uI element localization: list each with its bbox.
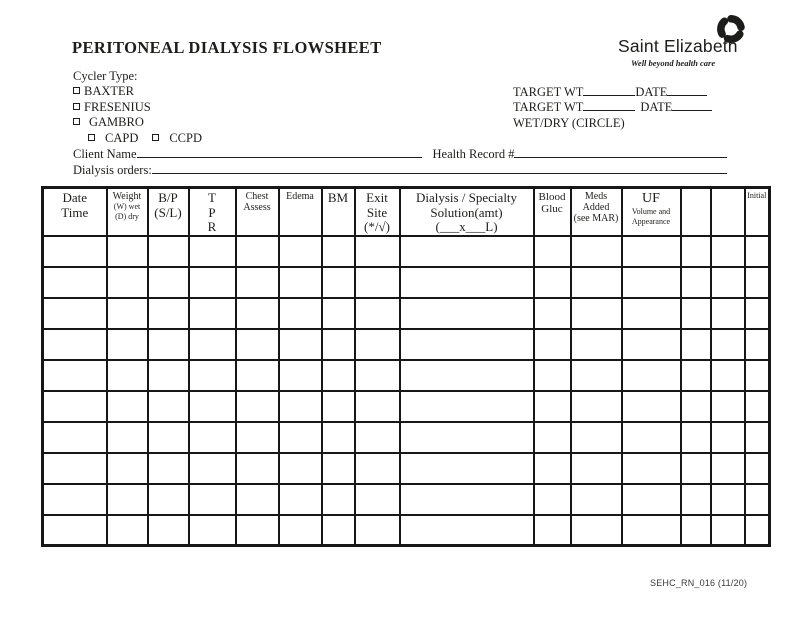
cell-tpr[interactable] [189, 329, 236, 360]
capd-label: CAPD [105, 130, 139, 145]
cell-meds[interactable] [571, 360, 622, 391]
cell-date-time[interactable] [43, 360, 107, 391]
cell-chest[interactable] [236, 298, 279, 329]
cell-exit-site[interactable] [355, 236, 400, 267]
cell-edema[interactable] [279, 391, 322, 422]
fresenius-checkbox[interactable] [73, 103, 80, 110]
cell-uf[interactable] [622, 391, 681, 422]
flowsheet-body [43, 236, 770, 546]
target-wt-field-1[interactable] [583, 85, 635, 96]
col-header-extra-2 [711, 188, 745, 236]
cell-exit-site[interactable] [355, 360, 400, 391]
cell-initial[interactable] [745, 515, 770, 546]
cell-blood-gluc[interactable] [534, 391, 571, 422]
cell-exit-site[interactable] [355, 298, 400, 329]
ccpd-checkbox[interactable] [152, 134, 159, 141]
col-header-extra-1 [681, 188, 711, 236]
table-row [43, 422, 770, 453]
cell-blood-gluc[interactable] [534, 329, 571, 360]
cell-extra-1[interactable] [681, 453, 711, 484]
col-header-bm: BM [322, 188, 355, 236]
target-wt-label-2: TARGET WT [513, 100, 584, 115]
ccpd-label: CCPD [169, 130, 202, 145]
cell-date-time[interactable] [43, 515, 107, 546]
cell-extra-1[interactable] [681, 267, 711, 298]
cell-tpr[interactable] [189, 484, 236, 515]
cell-bp[interactable] [148, 267, 189, 298]
cell-extra-1[interactable] [681, 329, 711, 360]
logo-tagline: Well beyond health care [631, 58, 716, 68]
date-field-2[interactable] [672, 100, 712, 111]
cell-chest[interactable] [236, 515, 279, 546]
cell-dialysis[interactable] [400, 484, 534, 515]
cell-extra-2[interactable] [711, 298, 745, 329]
cell-bm[interactable] [322, 360, 355, 391]
cell-exit-site[interactable] [355, 391, 400, 422]
cell-blood-gluc[interactable] [534, 422, 571, 453]
col-header-chest-assess: Chest Assess [236, 188, 279, 236]
cell-meds[interactable] [571, 298, 622, 329]
cell-initial[interactable] [745, 484, 770, 515]
cell-dialysis[interactable] [400, 236, 534, 267]
saint-elizabeth-logo [616, 12, 776, 70]
cell-uf[interactable] [622, 267, 681, 298]
cell-edema[interactable] [279, 484, 322, 515]
cell-uf[interactable] [622, 422, 681, 453]
cell-meds[interactable] [571, 236, 622, 267]
col-header-bp: B/P (S/L) [148, 188, 189, 236]
cell-weight[interactable] [107, 329, 148, 360]
cell-weight[interactable] [107, 236, 148, 267]
col-header-blood-gluc: Blood Gluc [534, 188, 571, 236]
cell-initial[interactable] [745, 422, 770, 453]
cycler-sub-options [73, 131, 202, 146]
cell-tpr[interactable] [189, 422, 236, 453]
cell-bp[interactable] [148, 515, 189, 546]
cell-chest[interactable] [236, 422, 279, 453]
cell-dialysis[interactable] [400, 298, 534, 329]
wet-dry-circle-label[interactable]: WET/DRY (CIRCLE) [513, 115, 625, 130]
cycler-type-section [73, 69, 202, 146]
cell-date-time[interactable] [43, 329, 107, 360]
cell-tpr[interactable] [189, 360, 236, 391]
cell-bm[interactable] [322, 267, 355, 298]
cell-weight[interactable] [107, 298, 148, 329]
cell-extra-2[interactable] [711, 515, 745, 546]
cell-edema[interactable] [279, 329, 322, 360]
cell-meds[interactable] [571, 391, 622, 422]
cell-extra-2[interactable] [711, 453, 745, 484]
table-row [43, 391, 770, 422]
cell-bm[interactable] [322, 422, 355, 453]
col-header-date-time: Date Time [43, 188, 107, 236]
cell-uf[interactable] [622, 515, 681, 546]
cell-extra-2[interactable] [711, 329, 745, 360]
gambro-checkbox[interactable] [73, 118, 80, 125]
cell-edema[interactable] [279, 298, 322, 329]
cell-extra-1[interactable] [681, 360, 711, 391]
date-label-2: DATE [640, 100, 673, 115]
cell-weight[interactable] [107, 391, 148, 422]
cell-blood-gluc[interactable] [534, 267, 571, 298]
cell-meds[interactable] [571, 484, 622, 515]
cell-initial[interactable] [745, 360, 770, 391]
cell-edema[interactable] [279, 267, 322, 298]
cell-extra-1[interactable] [681, 298, 711, 329]
col-header-meds-added: Meds Added (see MAR) [571, 188, 622, 236]
date-field-1[interactable] [667, 85, 707, 96]
cell-weight[interactable] [107, 360, 148, 391]
cell-exit-site[interactable] [355, 267, 400, 298]
cell-bm[interactable] [322, 391, 355, 422]
cycler-type-label: Cycler Type: [73, 69, 138, 83]
table-row [43, 484, 770, 515]
cell-edema[interactable] [279, 453, 322, 484]
cell-weight[interactable] [107, 422, 148, 453]
cycler-option-fresenius [73, 100, 202, 115]
cell-chest[interactable] [236, 453, 279, 484]
cell-initial[interactable] [745, 453, 770, 484]
table-row [43, 236, 770, 267]
cell-extra-1[interactable] [681, 422, 711, 453]
col-header-weight: Weight (W) wet (D) dry [107, 188, 148, 236]
cell-edema[interactable] [279, 515, 322, 546]
cell-extra-2[interactable] [711, 360, 745, 391]
cell-initial[interactable] [745, 391, 770, 422]
logo-name: Saint Elizabeth [618, 36, 738, 56]
dialysis-orders-field[interactable] [152, 162, 727, 174]
flowsheet-table [41, 186, 771, 547]
cell-tpr[interactable] [189, 298, 236, 329]
cell-bp[interactable] [148, 236, 189, 267]
cell-exit-site[interactable] [355, 329, 400, 360]
col-header-edema: Edema [279, 188, 322, 236]
cell-extra-1[interactable] [681, 236, 711, 267]
cell-weight[interactable] [107, 484, 148, 515]
cell-extra-1[interactable] [681, 515, 711, 546]
cell-chest[interactable] [236, 267, 279, 298]
cell-bm[interactable] [322, 515, 355, 546]
cell-extra-2[interactable] [711, 236, 745, 267]
cell-extra-2[interactable] [711, 391, 745, 422]
cell-blood-gluc[interactable] [534, 360, 571, 391]
cell-bm[interactable] [322, 236, 355, 267]
target-wt-line-2 [513, 100, 712, 115]
orders-line [73, 162, 727, 178]
fresenius-label: FRESENIUS [84, 99, 151, 114]
cell-extra-2[interactable] [711, 422, 745, 453]
cell-bm[interactable] [322, 484, 355, 515]
cell-meds[interactable] [571, 453, 622, 484]
col-header-tpr: T P R [189, 188, 236, 236]
capd-checkbox[interactable] [88, 134, 95, 141]
cycler-option-baxter [73, 84, 202, 99]
cell-meds[interactable] [571, 329, 622, 360]
client-line [73, 146, 727, 162]
cell-meds[interactable] [571, 267, 622, 298]
cell-bp[interactable] [148, 360, 189, 391]
cell-date-time[interactable] [43, 298, 107, 329]
table-row [43, 515, 770, 546]
cell-dialysis[interactable] [400, 329, 534, 360]
cell-date-time[interactable] [43, 391, 107, 422]
cell-date-time[interactable] [43, 453, 107, 484]
gambro-label: GAMBRO [89, 115, 144, 130]
date-label-1: DATE [635, 85, 668, 99]
cell-initial[interactable] [745, 298, 770, 329]
cell-bp[interactable] [148, 391, 189, 422]
cell-uf[interactable] [622, 298, 681, 329]
cell-initial[interactable] [745, 267, 770, 298]
cell-extra-2[interactable] [711, 484, 745, 515]
cell-blood-gluc[interactable] [534, 236, 571, 267]
cell-date-time[interactable] [43, 422, 107, 453]
cell-bp[interactable] [148, 298, 189, 329]
target-weight-section [513, 85, 712, 131]
cell-extra-1[interactable] [681, 391, 711, 422]
cell-uf[interactable] [622, 484, 681, 515]
cell-exit-site[interactable] [355, 484, 400, 515]
client-name-field[interactable] [137, 146, 422, 158]
cell-dialysis[interactable] [400, 515, 534, 546]
cell-date-time[interactable] [43, 484, 107, 515]
cell-weight[interactable] [107, 453, 148, 484]
cell-uf[interactable] [622, 453, 681, 484]
cell-meds[interactable] [571, 422, 622, 453]
cell-bp[interactable] [148, 422, 189, 453]
cell-exit-site[interactable] [355, 422, 400, 453]
cell-weight[interactable] [107, 515, 148, 546]
health-record-field[interactable] [514, 146, 727, 158]
cell-blood-gluc[interactable] [534, 484, 571, 515]
cell-blood-gluc[interactable] [534, 453, 571, 484]
cell-edema[interactable] [279, 236, 322, 267]
cycler-option-gambro [73, 115, 202, 130]
target-wt-label-1: TARGET WT [513, 85, 584, 99]
target-wt-line-1 [513, 85, 712, 100]
cell-bp[interactable] [148, 453, 189, 484]
baxter-label: BAXTER [84, 84, 134, 99]
cell-blood-gluc[interactable] [534, 298, 571, 329]
cell-bm[interactable] [322, 298, 355, 329]
cell-exit-site[interactable] [355, 515, 400, 546]
baxter-checkbox[interactable] [73, 87, 80, 94]
cell-initial[interactable] [745, 329, 770, 360]
client-name-label: Client Name [73, 147, 137, 161]
cell-tpr[interactable] [189, 515, 236, 546]
cell-edema[interactable] [279, 360, 322, 391]
cell-chest[interactable] [236, 329, 279, 360]
table-row [43, 453, 770, 484]
cell-tpr[interactable] [189, 453, 236, 484]
cell-uf[interactable] [622, 360, 681, 391]
target-wt-field-2[interactable] [583, 100, 635, 111]
cell-date-time[interactable] [43, 236, 107, 267]
cell-uf[interactable] [622, 329, 681, 360]
form-number: SEHC_RN_016 (11/20) [650, 578, 748, 588]
cell-meds[interactable] [571, 515, 622, 546]
cell-tpr[interactable] [189, 236, 236, 267]
cell-uf[interactable] [622, 236, 681, 267]
cell-bm[interactable] [322, 329, 355, 360]
cell-chest[interactable] [236, 360, 279, 391]
cell-chest[interactable] [236, 484, 279, 515]
cell-chest[interactable] [236, 391, 279, 422]
cell-bm[interactable] [322, 453, 355, 484]
cell-bp[interactable] [148, 484, 189, 515]
cell-dialysis[interactable] [400, 267, 534, 298]
col-header-uf: UF Volume and Appearance [622, 188, 681, 236]
col-header-dialysis-solution: Dialysis / Specialty Solution(amt) (___x___L) [400, 188, 534, 236]
cell-weight[interactable] [107, 267, 148, 298]
table-row [43, 329, 770, 360]
cell-blood-gluc[interactable] [534, 515, 571, 546]
cell-exit-site[interactable] [355, 453, 400, 484]
cell-dialysis[interactable] [400, 453, 534, 484]
cell-chest[interactable] [236, 236, 279, 267]
table-row [43, 267, 770, 298]
page-title: PERITONEAL DIALYSIS FLOWSHEET [72, 38, 382, 57]
table-row [43, 360, 770, 391]
cell-tpr[interactable] [189, 391, 236, 422]
col-header-exit-site: Exit Site (*/√) [355, 188, 400, 236]
cell-date-time[interactable] [43, 267, 107, 298]
table-row [43, 298, 770, 329]
cell-dialysis[interactable] [400, 422, 534, 453]
cell-dialysis[interactable] [400, 360, 534, 391]
cell-extra-2[interactable] [711, 267, 745, 298]
cell-tpr[interactable] [189, 267, 236, 298]
cell-edema[interactable] [279, 422, 322, 453]
cell-bp[interactable] [148, 329, 189, 360]
col-header-initial: Initial [745, 188, 770, 236]
cell-initial[interactable] [745, 236, 770, 267]
dialysis-orders-label: Dialysis orders: [73, 163, 152, 177]
cell-dialysis[interactable] [400, 391, 534, 422]
cell-extra-1[interactable] [681, 484, 711, 515]
health-record-label: Health Record # [432, 147, 515, 161]
header-row [43, 188, 770, 236]
